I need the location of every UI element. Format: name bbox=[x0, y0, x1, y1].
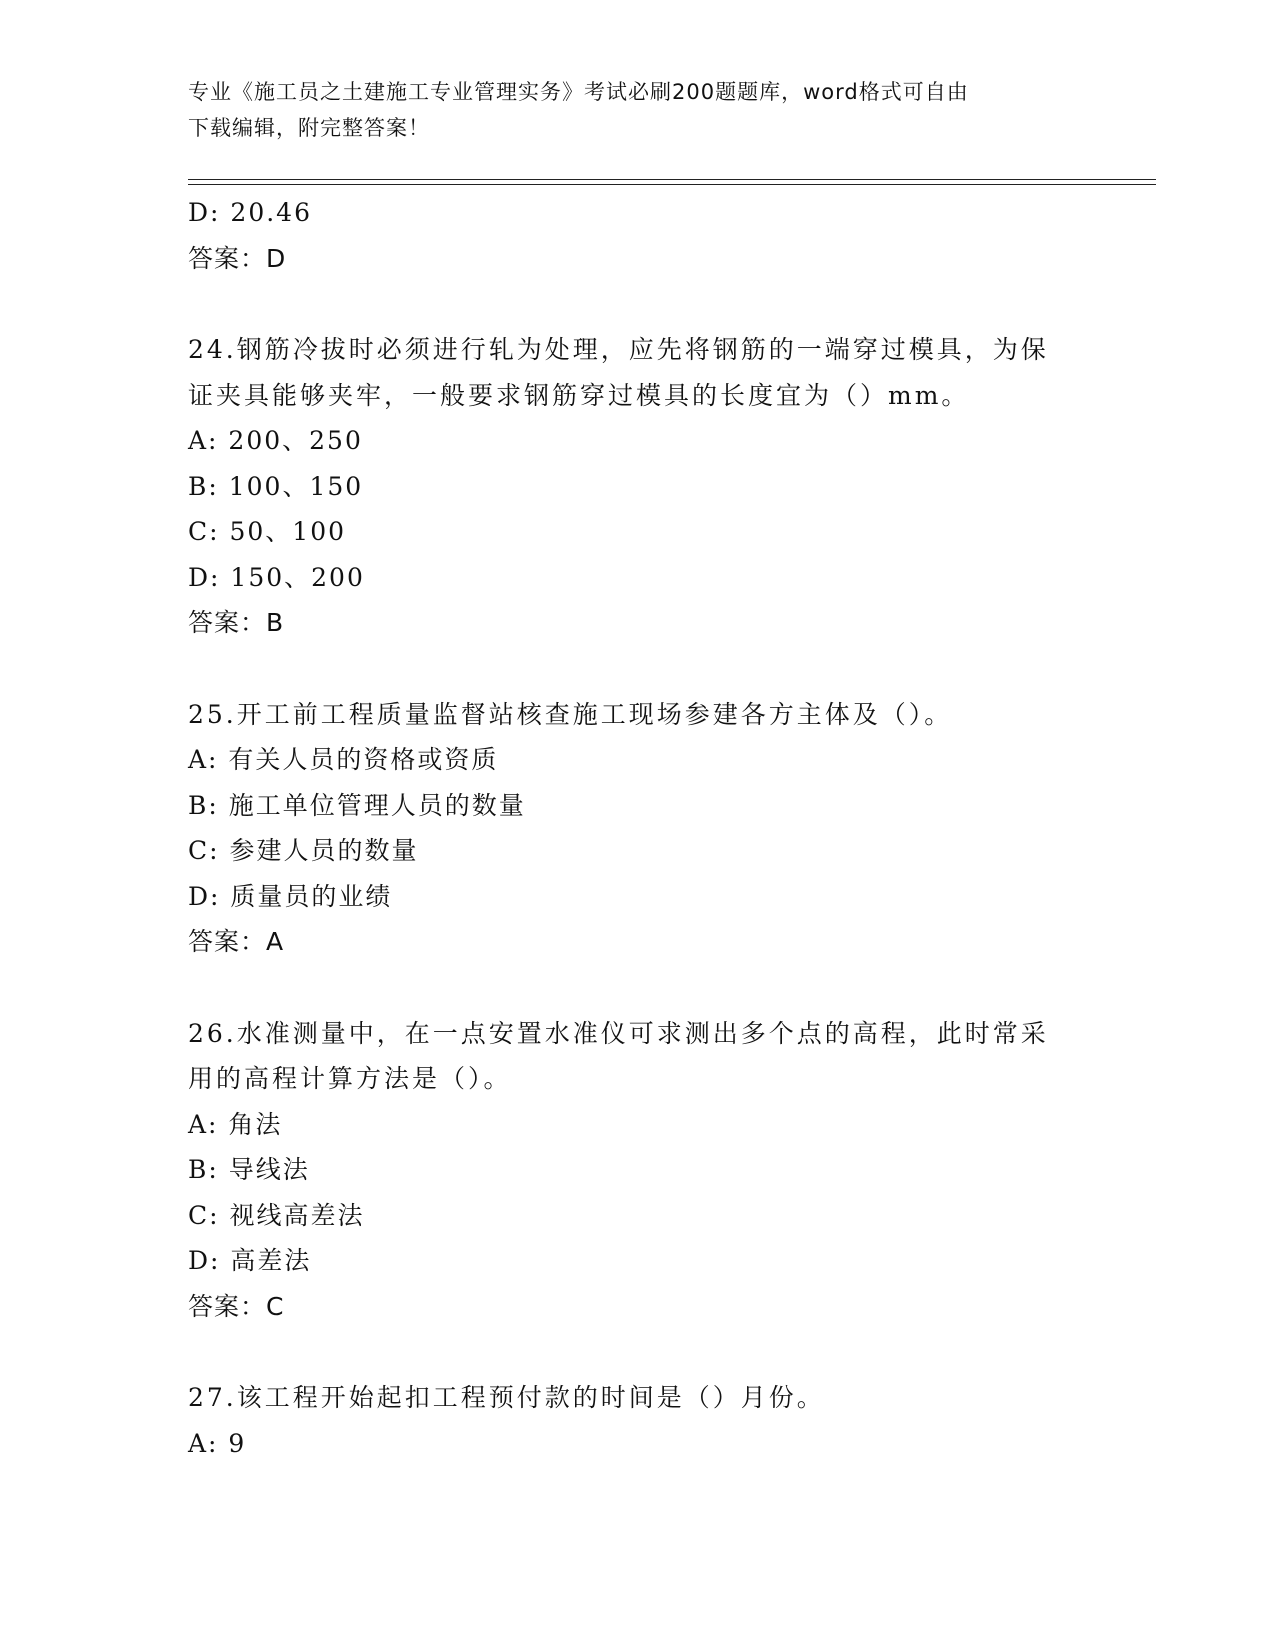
option-d: D: 质量员的业绩 bbox=[188, 881, 393, 911]
question-list bbox=[188, 190, 1088, 1466]
question-27 bbox=[188, 1375, 1088, 1466]
question-stem-line: 用的高程计算方法是（）。 bbox=[188, 1064, 512, 1093]
option-c: C: 参建人员的数量 bbox=[188, 836, 419, 865]
option-b: B: 导线法 bbox=[188, 1155, 310, 1184]
header-divider-bottom bbox=[188, 184, 1156, 185]
question-stem-line: 24.钢筋冷拔时必须进行轧为处理，应先将钢筋的一端穿过模具，为保 bbox=[188, 335, 1049, 364]
answer-line: 答案：D bbox=[188, 243, 287, 273]
option-b: B: 施工单位管理人员的数量 bbox=[188, 790, 526, 820]
previous-question-tail bbox=[188, 190, 1088, 281]
option-c: C: 50、100 bbox=[188, 517, 347, 546]
option-a: A: 有关人员的资格或资质 bbox=[188, 745, 499, 774]
question-stem-line: 27.该工程开始起扣工程预付款的时间是（）月份。 bbox=[188, 1383, 825, 1412]
question-25 bbox=[188, 692, 1088, 965]
option-d: D: 高差法 bbox=[188, 1246, 312, 1275]
page-header bbox=[188, 74, 1068, 146]
option-b: B: 100、150 bbox=[188, 471, 364, 501]
question-stem-line: 26.水准测量中，在一点安置水准仪可求测出多个点的高程，此时常采 bbox=[188, 1018, 1049, 1048]
option-a: A: 9 bbox=[188, 1428, 247, 1458]
header-divider-top bbox=[188, 179, 1156, 180]
header-line-1: 专业《施工员之土建施工专业管理实务》考试必刷200题题库，word格式可自由 bbox=[188, 80, 969, 104]
answer-line: 答案：B bbox=[188, 608, 285, 637]
question-stem-line: 25.开工前工程质量监督站核查施工现场参建各方主体及（）。 bbox=[188, 699, 953, 729]
question-stem-line: 证夹具能够夹牢，一般要求钢筋穿过模具的长度宜为（）mm。 bbox=[188, 380, 970, 410]
answer-line: 答案：A bbox=[188, 927, 285, 956]
question-24 bbox=[188, 327, 1088, 646]
option-c: C: 视线高差法 bbox=[188, 1200, 365, 1230]
option-a: A: 角法 bbox=[188, 1109, 283, 1139]
answer-line: 答案：C bbox=[188, 1291, 285, 1321]
option-d: D: 20.46 bbox=[188, 198, 312, 227]
option-d: D: 150、200 bbox=[188, 562, 365, 592]
header-line-2: 下载编辑，附完整答案！ bbox=[188, 116, 430, 140]
option-a: A: 200、250 bbox=[188, 426, 363, 455]
question-26 bbox=[188, 1011, 1088, 1330]
